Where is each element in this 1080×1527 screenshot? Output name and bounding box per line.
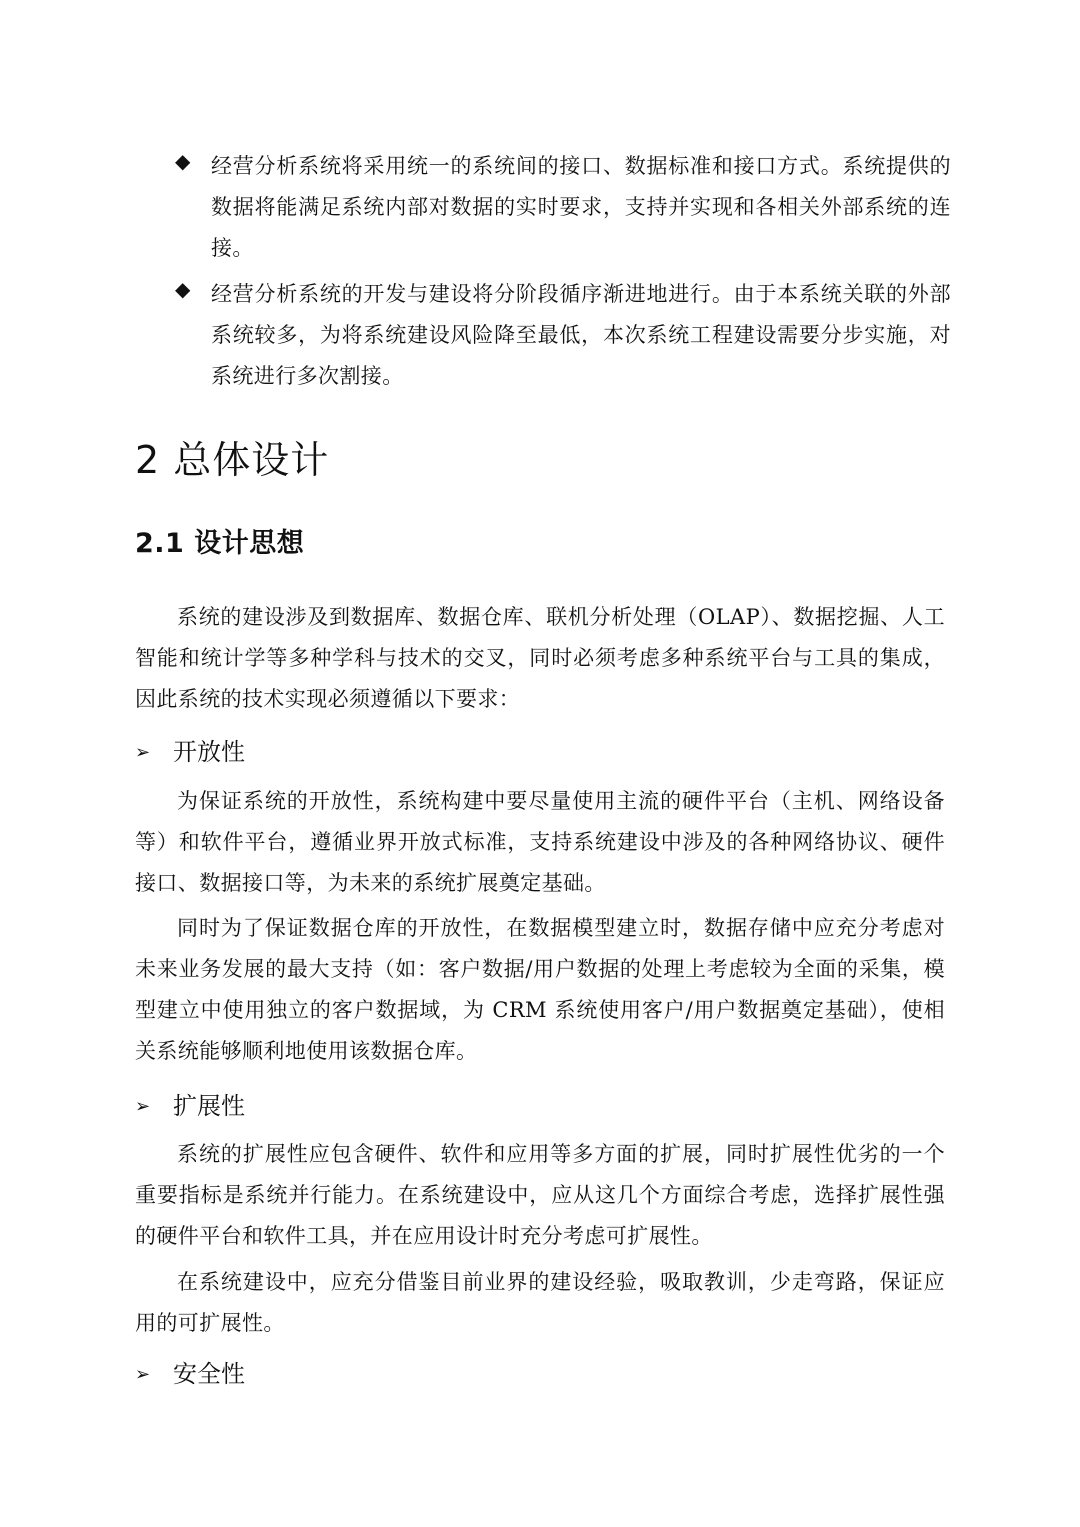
subheading-extensibility xyxy=(135,1086,245,1127)
bullet-text: 经营分析系统的开发与建设将分阶段循序渐进地进行。由于本系统关联的外部系统较多，为将系统建设风险降至最低，本次系统工程建设需要分步实施，对系统进行多次割接。 xyxy=(211,282,951,388)
subheading-label: 扩展性 xyxy=(173,1092,245,1120)
subheading-openness xyxy=(135,732,245,773)
chapter-heading: 2 总体设计 xyxy=(135,438,330,482)
arrow-bullet-icon: ➢ xyxy=(135,1364,151,1385)
diamond-bullet-icon: ◆ xyxy=(175,277,191,301)
subheading-label: 开放性 xyxy=(173,738,245,766)
section-heading: 2.1 设计思想 xyxy=(135,528,305,559)
bullet-text: 经营分析系统将采用统一的系统间的接口、数据标准和接口方式。系统提供的数据将能满足系统内部对数据的实时要求，支持并实现和各相关外部系统的连接。 xyxy=(211,154,951,260)
intro-paragraph: 系统的建设涉及到数据库、数据仓库、联机分析处理（OLAP）、数据挖掘、人工智能和统计学等多种学科与技术的交叉，同时必须考虑多种系统平台与工具的集成，因此系统的技术实现必须遵循以下要求： xyxy=(135,605,945,711)
subheading-security xyxy=(135,1354,245,1395)
paragraph: 在系统建设中，应充分借鉴目前业界的建设经验，吸取教训，少走弯路，保证应用的可扩展性。 xyxy=(135,1270,945,1335)
paragraph: 为保证系统的开放性，系统构建中要尽量使用主流的硬件平台（主机、网络设备等）和软件平台，遵循业界开放式标准，支持系统建设中涉及的各种网络协议、硬件接口、数据接口等，为未来的系统扩展奠定基础。 xyxy=(135,789,945,895)
arrow-bullet-icon: ➢ xyxy=(135,742,151,763)
arrow-bullet-icon: ➢ xyxy=(135,1096,151,1117)
subheading-label: 安全性 xyxy=(173,1360,245,1388)
paragraph: 系统的扩展性应包含硬件、软件和应用等多方面的扩展，同时扩展性优劣的一个重要指标是系统并行能力。在系统建设中，应从这几个方面综合考虑，选择扩展性强的硬件平台和软件工具，并在应用设计时充分考虑可扩展性。 xyxy=(135,1142,945,1248)
paragraph: 同时为了保证数据仓库的开放性，在数据模型建立时，数据存储中应充分考虑对未来业务发展的最大支持（如：客户数据/用户数据的处理上考虑较为全面的采集，模型建立中使用独立的客户数据域，为 CRM 系统使用客户/用户数据奠定基础），使相关系统能够顺利地使用该数据仓库。 xyxy=(135,916,945,1063)
diamond-bullet-icon: ◆ xyxy=(175,149,191,173)
